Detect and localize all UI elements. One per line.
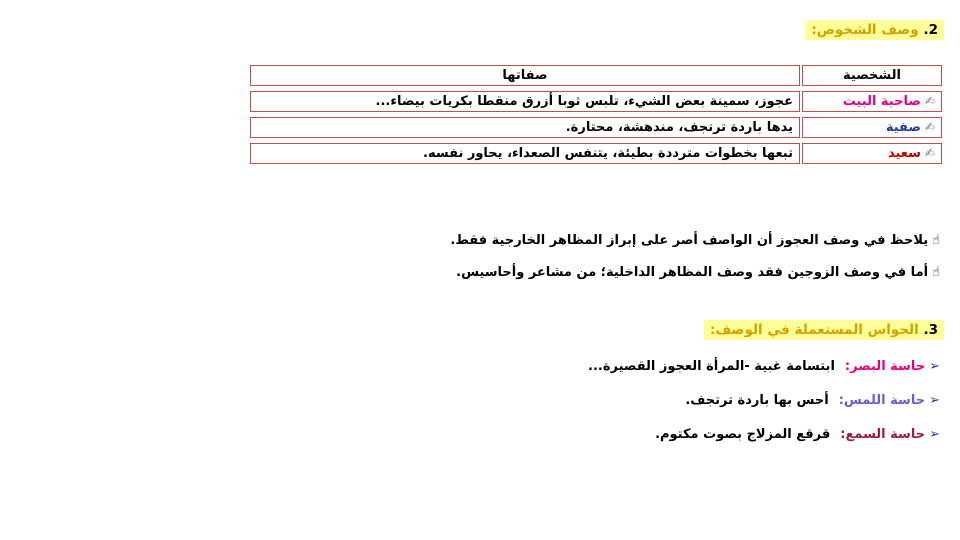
sense-text: ابتسامة غبية -المرأة العجوز القصيرة... — [588, 359, 835, 374]
arrow-bullet-icon: ➢ — [929, 427, 940, 442]
arrow-bullet-icon: ➢ — [929, 359, 940, 374]
section3-title: الحواس المستعملة في الوصف: — [709, 322, 919, 338]
section3-number: 3. — [923, 322, 938, 338]
section2-number: 2. — [923, 22, 938, 38]
pencil-icon: ✍ — [924, 120, 935, 134]
header-traits: صفاتها — [250, 65, 800, 86]
sense-text: قرقع المزلاج بصوت مكتوم. — [655, 427, 831, 442]
traits-cell: عجوز، سمينة بعض الشيء، تلبس ثوبا أزرق منقطا بكريات بيضاء... — [250, 91, 800, 112]
arrow-bullet-icon: ➢ — [929, 393, 940, 408]
note-text: يلاحظ في وصف العجوز أن الواصف أصر على إبراز المظاهر الخارجية فقط. — [450, 233, 929, 248]
note-text: أما في وصف الزوجين فقد وصف المظاهر الداخلية؛ من مشاعر وأحاسيس. — [456, 265, 929, 280]
note-item — [450, 231, 940, 251]
hand-pointing-icon: ☝ — [932, 265, 940, 280]
table-header-row — [250, 65, 942, 86]
section2-heading — [805, 20, 944, 40]
header-character: الشخصية — [802, 65, 942, 86]
character-name: سعيد — [887, 146, 921, 161]
table-row — [250, 91, 942, 112]
section3-heading — [704, 320, 944, 340]
traits-cell: يدها باردة ترتجف، مندهشة، محتارة. — [250, 117, 800, 138]
table-row — [250, 117, 942, 138]
traits-cell: تبعها بخطوات مترددة بطيئة، يتنفس الصعداء، يحاور نفسه. — [250, 143, 800, 164]
sense-item-sight — [588, 357, 940, 377]
pencil-icon: ✍ — [924, 94, 935, 108]
character-cell — [802, 143, 942, 164]
characters-table — [248, 60, 944, 169]
pencil-icon: ✍ — [924, 146, 935, 160]
note-item — [456, 263, 940, 283]
character-cell — [802, 91, 942, 112]
hand-pointing-icon: ☝ — [932, 233, 940, 248]
character-cell — [802, 117, 942, 138]
sense-text: أحس بها باردة ترتجف. — [685, 393, 829, 408]
sense-label: حاسة اللمس: — [838, 393, 926, 408]
character-name: صاحبة البيت — [842, 94, 921, 109]
character-name: صفية — [885, 120, 921, 135]
table-row — [250, 143, 942, 164]
sense-item-touch — [685, 391, 940, 411]
sense-label: حاسة السمع: — [840, 427, 926, 442]
sense-label: حاسة البصر: — [844, 359, 926, 374]
sense-item-hearing — [655, 425, 940, 445]
section2-title: وصف الشخوص: — [811, 22, 919, 38]
